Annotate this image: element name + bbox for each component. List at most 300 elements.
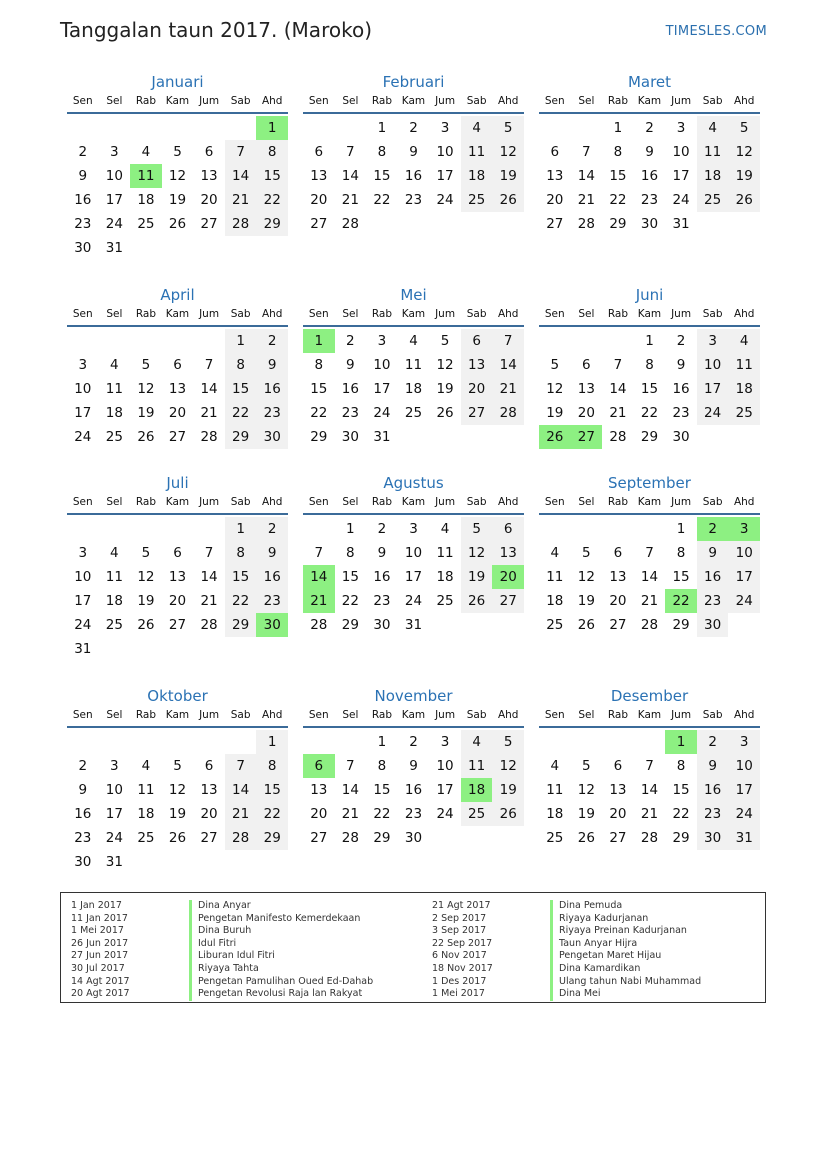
- day-cell: 11: [461, 754, 493, 778]
- day-cell: 18: [546, 593, 564, 609]
- weekday-header: [67, 94, 288, 114]
- weekday-label: Kam: [165, 496, 190, 508]
- day-cell: 9: [409, 758, 418, 774]
- day-cell: 30: [341, 429, 359, 445]
- day-cell: 24: [74, 617, 92, 633]
- empty-cell: [130, 517, 162, 541]
- month-juli: [67, 473, 288, 661]
- day-cell: 12: [137, 381, 155, 397]
- day-cell: 2: [78, 758, 88, 774]
- day-cell: 23: [672, 405, 690, 421]
- empty-cell: [130, 329, 162, 353]
- day-cell: 8: [613, 144, 623, 160]
- day-cell: 31: [74, 641, 92, 657]
- day-cell: 2: [645, 120, 654, 136]
- day-cell: 26: [137, 429, 155, 445]
- day-cell: 10: [105, 168, 123, 184]
- day-grid: [539, 517, 760, 637]
- day-cell: 11: [436, 545, 454, 561]
- weekday-label: Sen: [72, 496, 93, 508]
- day-cell: 28: [640, 830, 659, 846]
- holiday-cell: 6: [303, 754, 335, 778]
- day-cell: 17: [728, 565, 760, 589]
- weekday-label: Sel: [342, 709, 359, 721]
- day-cell: 5: [141, 545, 151, 561]
- weekday-label: Ahd: [497, 496, 519, 508]
- legend-holiday-name: Idul Fitri: [198, 937, 237, 949]
- day-cell: 17: [105, 192, 123, 208]
- holiday-cell: 2: [697, 517, 729, 541]
- day-cell: 1: [377, 734, 387, 750]
- day-cell: 17: [728, 778, 760, 802]
- weekday-label: Kam: [165, 308, 190, 320]
- day-cell: 19: [168, 806, 187, 822]
- month-november: [303, 686, 524, 850]
- legend-holiday-name: Riyaya Preinan Kadurjanan: [559, 925, 687, 937]
- day-cell: 9: [377, 545, 387, 561]
- day-grid: [67, 730, 288, 874]
- day-cell: 5: [492, 730, 524, 754]
- day-cell: 29: [672, 617, 690, 633]
- legend-date: 1 Mei 2017: [71, 925, 124, 937]
- day-cell: 7: [492, 329, 524, 353]
- day-cell: 9: [78, 168, 88, 184]
- day-cell: 10: [728, 541, 760, 565]
- day-cell: 12: [546, 381, 564, 397]
- day-cell: 27: [200, 216, 218, 232]
- month-januari: [67, 72, 288, 260]
- day-grid: [67, 116, 288, 260]
- day-cell: 30: [672, 429, 690, 445]
- day-cell: 14: [225, 164, 257, 188]
- day-cell: 29: [640, 429, 659, 445]
- day-cell: 28: [492, 401, 524, 425]
- day-cell: 12: [577, 569, 595, 585]
- day-cell: 21: [225, 188, 257, 212]
- empty-cell: [193, 517, 225, 541]
- day-cell: 30: [404, 830, 423, 846]
- day-cell: 28: [640, 617, 659, 633]
- legend-holiday-name: Riyaya Tahta: [198, 962, 259, 974]
- day-cell: 21: [225, 802, 257, 826]
- day-cell: 16: [672, 381, 690, 397]
- day-cell: 3: [78, 545, 88, 561]
- day-cell: 25: [404, 405, 423, 421]
- weekday-label: Rab: [371, 709, 392, 721]
- day-cell: 28: [200, 429, 218, 445]
- day-cell: 26: [492, 802, 524, 826]
- day-cell: 26: [168, 830, 187, 846]
- holiday-cell: 14: [303, 565, 335, 589]
- empty-cell: [67, 329, 99, 353]
- legend-holiday-name: Dina Pemuda: [559, 900, 623, 911]
- day-cell: 18: [404, 381, 423, 397]
- day-cell: 17: [436, 168, 454, 184]
- day-cell: 9: [697, 754, 729, 778]
- day-cell: 12: [577, 782, 595, 798]
- weekday-label: Sab: [230, 95, 251, 107]
- legend-date: 30 Jul 2017: [71, 962, 125, 974]
- day-cell: 9: [676, 357, 686, 373]
- day-cell: 31: [404, 617, 423, 633]
- empty-cell: [303, 517, 335, 541]
- weekday-header: [303, 708, 524, 728]
- day-cell: 10: [728, 754, 760, 778]
- day-cell: 11: [404, 357, 423, 373]
- day-cell: 26: [436, 405, 454, 421]
- weekday-label: Sen: [308, 308, 329, 320]
- day-cell: 9: [256, 353, 288, 377]
- day-cell: 26: [577, 617, 595, 633]
- weekday-header: [303, 307, 524, 327]
- month-name: Agustus: [383, 474, 444, 492]
- day-cell: 2: [78, 144, 88, 160]
- weekday-label: Sel: [578, 308, 595, 320]
- day-cell: 20: [461, 377, 493, 401]
- weekday-label: Kam: [637, 308, 662, 320]
- day-cell: 16: [256, 565, 288, 589]
- day-cell: 26: [168, 216, 187, 232]
- day-cell: 16: [697, 565, 729, 589]
- weekday-label: Rab: [135, 709, 156, 721]
- day-grid: [539, 329, 760, 449]
- day-cell: 18: [697, 164, 729, 188]
- empty-cell: [539, 517, 571, 541]
- weekday-label: Sel: [106, 95, 123, 107]
- day-cell: 5: [141, 357, 151, 373]
- empty-cell: [539, 730, 571, 754]
- day-cell: 14: [640, 569, 659, 585]
- day-cell: 21: [341, 192, 359, 208]
- day-cell: 21: [640, 593, 659, 609]
- day-cell: 27: [200, 830, 218, 846]
- holiday-cell: 3: [728, 517, 760, 541]
- day-cell: 7: [225, 140, 257, 164]
- day-cell: 2: [697, 730, 729, 754]
- day-grid: [303, 116, 524, 236]
- weekday-label: Ahd: [497, 308, 519, 320]
- day-cell: 8: [346, 545, 355, 561]
- page-title: Tanggalan taun 2017. (Maroko): [60, 18, 372, 42]
- weekday-label: Sen: [72, 308, 93, 320]
- empty-cell: [602, 329, 634, 353]
- day-cell: 27: [310, 216, 328, 232]
- day-cell: 5: [582, 758, 591, 774]
- day-cell: 6: [613, 545, 623, 561]
- day-cell: 17: [697, 377, 729, 401]
- empty-cell: [634, 517, 666, 541]
- day-cell: 28: [225, 826, 257, 850]
- day-cell: 17: [105, 806, 123, 822]
- legend-date: 1 Jan 2017: [71, 900, 122, 911]
- day-cell: 23: [74, 216, 92, 232]
- empty-cell: [634, 730, 666, 754]
- day-cell: 20: [310, 192, 328, 208]
- day-cell: 2: [676, 333, 686, 349]
- day-cell: 4: [461, 730, 493, 754]
- day-cell: 18: [105, 405, 123, 421]
- day-cell: 4: [141, 758, 151, 774]
- day-cell: 29: [225, 613, 257, 637]
- day-cell: 12: [436, 357, 454, 373]
- day-cell: 9: [645, 144, 654, 160]
- weekday-label: Jum: [671, 709, 692, 721]
- empty-cell: [571, 116, 603, 140]
- legend-date: 1 Des 2017: [432, 975, 487, 987]
- weekday-label: Sel: [342, 496, 359, 508]
- day-cell: 6: [173, 357, 182, 373]
- day-cell: 13: [200, 782, 218, 798]
- weekday-label: Sab: [702, 709, 723, 721]
- legend-date: 27 Jun 2017: [71, 950, 129, 962]
- day-cell: 25: [546, 617, 564, 633]
- day-cell: 13: [609, 569, 627, 585]
- month-oktober: [67, 686, 288, 874]
- day-cell: 7: [346, 758, 355, 774]
- day-cell: 23: [256, 589, 288, 613]
- day-cell: 19: [728, 164, 760, 188]
- day-cell: 22: [373, 192, 391, 208]
- legend-holiday-name: Taun Anyar Hijra: [559, 937, 638, 949]
- day-cell: 25: [461, 188, 493, 212]
- day-cell: 6: [461, 329, 493, 353]
- holiday-cell: 27: [571, 425, 603, 449]
- day-cell: 12: [168, 168, 187, 184]
- day-cell: 10: [672, 144, 690, 160]
- day-cell: 19: [168, 192, 187, 208]
- weekday-label: Sab: [702, 308, 723, 320]
- day-cell: 29: [341, 617, 359, 633]
- day-cell: 17: [672, 168, 690, 184]
- day-cell: 13: [310, 168, 328, 184]
- day-cell: 2: [346, 333, 355, 349]
- weekday-header: [539, 495, 760, 515]
- empty-cell: [193, 730, 225, 754]
- day-cell: 29: [672, 830, 690, 846]
- day-cell: 8: [225, 541, 257, 565]
- day-cell: 25: [105, 429, 123, 445]
- day-cell: 31: [105, 240, 123, 256]
- weekday-header: [67, 495, 288, 515]
- day-cell: 16: [404, 168, 423, 184]
- day-cell: 23: [373, 593, 391, 609]
- weekday-label: Kam: [401, 308, 426, 320]
- day-cell: 6: [550, 144, 560, 160]
- day-cell: 5: [173, 144, 182, 160]
- day-cell: 3: [110, 758, 119, 774]
- day-cell: 13: [577, 381, 595, 397]
- legend-holiday-name: Dina Mei: [559, 988, 601, 1000]
- empty-cell: [303, 730, 335, 754]
- legend-holiday-name: Liburan Idul Fitri: [198, 950, 275, 962]
- day-cell: 24: [105, 216, 123, 232]
- day-cell: 15: [256, 778, 288, 802]
- empty-cell: [193, 116, 225, 140]
- day-cell: 21: [200, 405, 218, 421]
- day-cell: 11: [461, 140, 493, 164]
- holiday-cell: 1: [665, 730, 697, 754]
- day-cell: 8: [377, 758, 387, 774]
- day-cell: 29: [310, 429, 328, 445]
- weekday-header: [539, 708, 760, 728]
- day-cell: 17: [404, 569, 423, 585]
- day-cell: 27: [461, 401, 493, 425]
- day-cell: 7: [582, 144, 591, 160]
- holiday-cell: 21: [303, 589, 335, 613]
- legend-date: 21 Agt 2017: [432, 900, 491, 911]
- month-name: Desember: [610, 687, 689, 705]
- day-cell: 11: [697, 140, 729, 164]
- empty-cell: [571, 329, 603, 353]
- empty-cell: [162, 730, 194, 754]
- weekday-label: Sab: [702, 496, 723, 508]
- day-cell: 14: [492, 353, 524, 377]
- weekday-label: Rab: [607, 496, 628, 508]
- day-cell: 27: [546, 216, 564, 232]
- day-cell: 9: [409, 144, 418, 160]
- weekday-label: Sab: [466, 496, 487, 508]
- weekday-label: Jum: [435, 95, 456, 107]
- day-cell: 30: [74, 240, 92, 256]
- weekday-label: Sel: [342, 308, 359, 320]
- empty-cell: [99, 730, 131, 754]
- day-cell: 21: [640, 806, 659, 822]
- day-cell: 14: [341, 168, 359, 184]
- day-cell: 2: [256, 517, 288, 541]
- day-cell: 3: [676, 120, 686, 136]
- month-name: September: [608, 474, 691, 492]
- day-cell: 11: [546, 782, 564, 798]
- legend-bar-left: [189, 900, 192, 1001]
- day-grid: [67, 329, 288, 449]
- month-name: Juni: [635, 286, 664, 304]
- weekday-label: Sab: [466, 95, 487, 107]
- holiday-cell: 30: [256, 613, 288, 637]
- weekday-label: Sab: [230, 308, 251, 320]
- day-cell: 13: [168, 569, 187, 585]
- day-cell: 10: [105, 782, 123, 798]
- weekday-label: Jum: [671, 496, 692, 508]
- day-cell: 19: [492, 778, 524, 802]
- month-name: April: [160, 286, 195, 304]
- weekday-label: Ahd: [733, 308, 755, 320]
- weekday-label: Ahd: [261, 496, 283, 508]
- day-cell: 7: [613, 357, 623, 373]
- day-cell: 27: [609, 830, 627, 846]
- holiday-cell: 11: [130, 164, 162, 188]
- empty-cell: [130, 730, 162, 754]
- day-cell: 6: [173, 545, 182, 561]
- month-name: Mei: [400, 286, 427, 304]
- day-cell: 7: [204, 545, 214, 561]
- day-cell: 4: [110, 545, 119, 561]
- holiday-cell: 22: [665, 589, 697, 613]
- weekday-label: Sab: [702, 95, 723, 107]
- day-cell: 20: [200, 192, 218, 208]
- day-cell: 5: [728, 116, 760, 140]
- weekday-label: Ahd: [261, 709, 283, 721]
- holiday-cell: 26: [539, 425, 571, 449]
- day-cell: 24: [672, 192, 690, 208]
- day-cell: 19: [546, 405, 564, 421]
- day-cell: 24: [74, 429, 92, 445]
- weekday-label: Jum: [435, 709, 456, 721]
- day-cell: 4: [461, 116, 493, 140]
- day-cell: 13: [310, 782, 328, 798]
- legend-bar-right: [550, 900, 553, 1001]
- weekday-label: Rab: [371, 496, 392, 508]
- empty-cell: [602, 517, 634, 541]
- empty-cell: [602, 730, 634, 754]
- month-name: November: [374, 687, 453, 705]
- empty-cell: [99, 116, 131, 140]
- legend-date: 3 Sep 2017: [432, 925, 487, 937]
- day-cell: 16: [341, 381, 359, 397]
- day-cell: 27: [310, 830, 328, 846]
- legend-names-left: [198, 900, 373, 1001]
- day-cell: 4: [141, 144, 151, 160]
- day-cell: 2: [256, 329, 288, 353]
- weekday-label: Sen: [544, 709, 565, 721]
- day-cell: 10: [74, 381, 92, 397]
- day-cell: 13: [492, 541, 524, 565]
- day-cell: 15: [672, 782, 690, 798]
- day-cell: 7: [225, 754, 257, 778]
- day-cell: 31: [105, 854, 123, 870]
- day-cell: 6: [613, 758, 623, 774]
- weekday-label: Rab: [135, 496, 156, 508]
- day-cell: 14: [341, 782, 359, 798]
- weekday-header: [539, 307, 760, 327]
- day-cell: 25: [137, 216, 155, 232]
- day-cell: 22: [341, 593, 359, 609]
- weekday-label: Jum: [671, 95, 692, 107]
- holiday-cell: 1: [256, 116, 288, 140]
- weekday-label: Ahd: [497, 709, 519, 721]
- weekday-label: Kam: [401, 95, 426, 107]
- legend-holiday-name: Pengetan Pamulihan Oued Ed-Dahab: [198, 975, 374, 987]
- day-cell: 25: [546, 830, 564, 846]
- day-cell: 10: [436, 758, 454, 774]
- legend-holiday-name: Dina Kamardikan: [559, 962, 641, 974]
- weekday-label: Kam: [401, 709, 426, 721]
- day-cell: 11: [105, 569, 123, 585]
- day-cell: 25: [105, 617, 123, 633]
- day-cell: 13: [168, 381, 187, 397]
- day-grid: [539, 730, 760, 850]
- day-grid: [303, 329, 524, 449]
- day-cell: 3: [440, 734, 450, 750]
- weekday-label: Sel: [578, 709, 595, 721]
- empty-cell: [539, 329, 571, 353]
- empty-cell: [162, 116, 194, 140]
- day-cell: 12: [492, 754, 524, 778]
- legend-dates-right: [432, 900, 493, 1001]
- day-cell: 30: [697, 826, 729, 850]
- day-cell: 11: [137, 782, 155, 798]
- day-cell: 1: [377, 120, 387, 136]
- day-cell: 24: [728, 589, 760, 613]
- weekday-header: [67, 307, 288, 327]
- weekday-label: Sel: [106, 308, 123, 320]
- day-cell: 13: [609, 782, 627, 798]
- day-cell: 24: [404, 593, 423, 609]
- brand-link[interactable]: TIMESLES.COM: [665, 24, 767, 39]
- day-cell: 15: [373, 782, 391, 798]
- weekday-label: Sen: [308, 95, 329, 107]
- day-cell: 23: [404, 192, 423, 208]
- day-cell: 6: [204, 758, 214, 774]
